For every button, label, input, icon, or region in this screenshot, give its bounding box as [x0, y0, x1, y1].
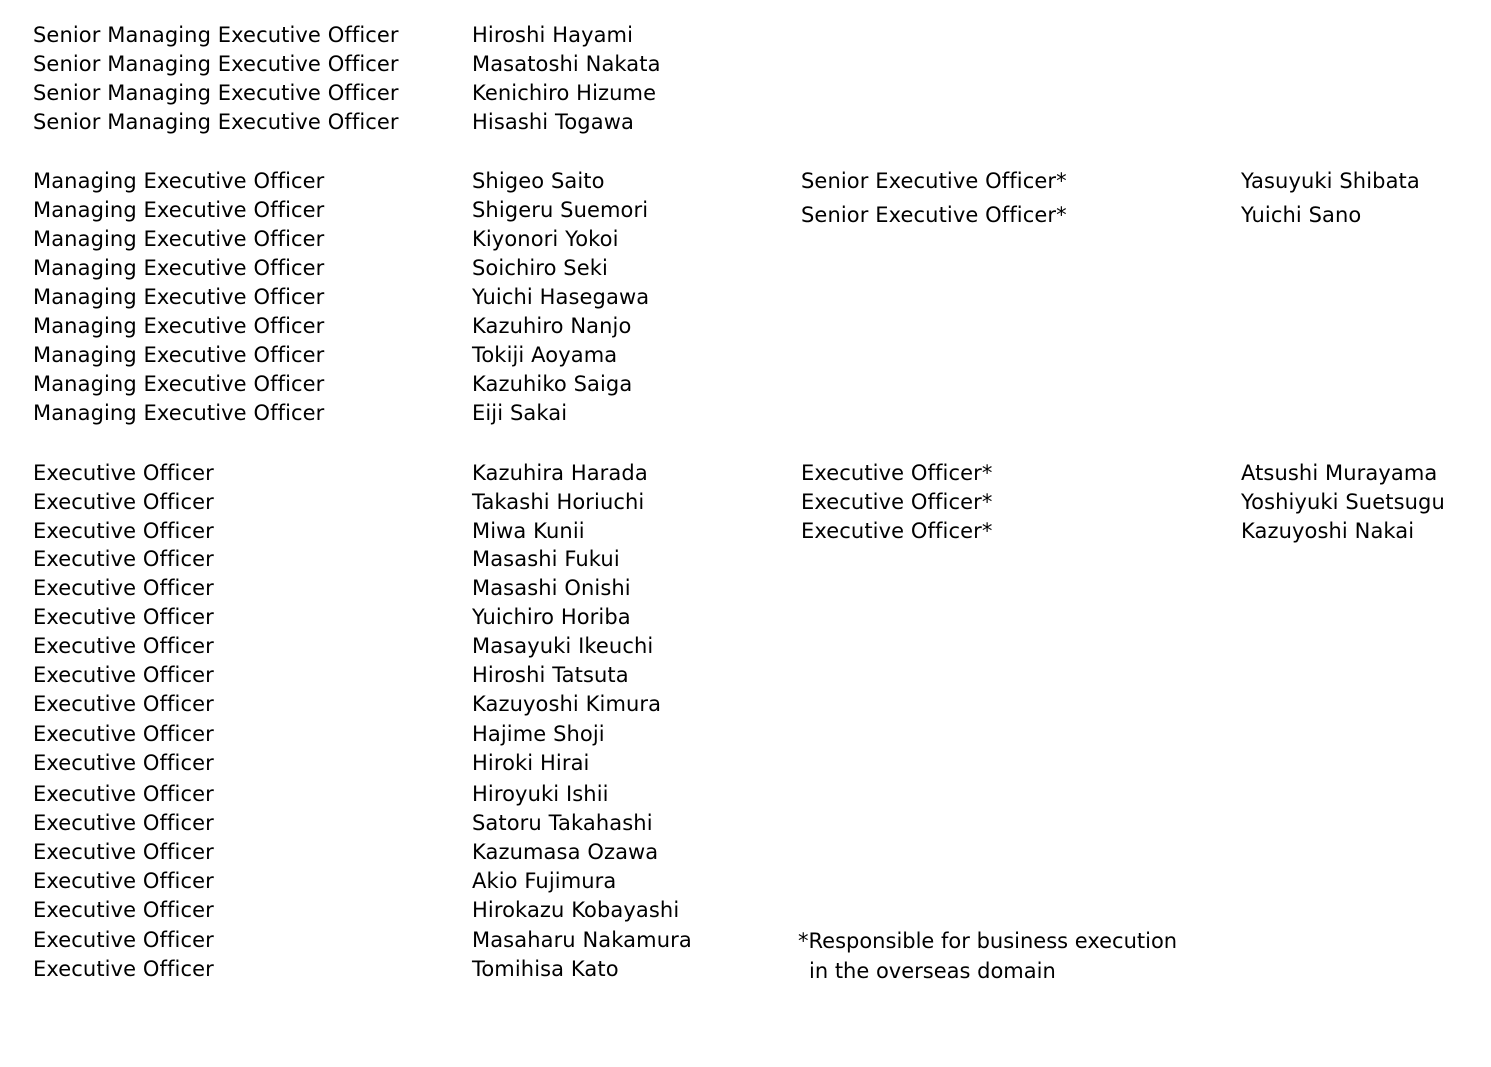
overseas-officer-title: Executive Officer*	[801, 490, 993, 514]
officer-name: Kazumasa Ozawa	[472, 840, 659, 864]
officer-name: Hisashi Togawa	[472, 110, 634, 134]
officer-name: Yuichi Hasegawa	[472, 285, 650, 309]
officer-title: Executive Officer	[33, 692, 214, 716]
overseas-footnote	[798, 926, 1177, 986]
officer-title: Managing Executive Officer	[33, 256, 325, 280]
officer-name: Akio Fujimura	[472, 869, 617, 893]
officer-name: Kazuyoshi Kimura	[472, 692, 662, 716]
officer-title: Managing Executive Officer	[33, 227, 325, 251]
officer-title: Executive Officer	[33, 576, 214, 600]
overseas-officer-name: Yuichi Sano	[1241, 203, 1362, 227]
officer-title: Executive Officer	[33, 840, 214, 864]
officer-name: Hiroki Hirai	[472, 751, 590, 775]
officer-title: Executive Officer	[33, 547, 214, 571]
officer-title: Executive Officer	[33, 663, 214, 687]
officer-name: Soichiro Seki	[472, 256, 608, 280]
officer-name: Masashi Fukui	[472, 547, 620, 571]
officer-name: Masayuki Ikeuchi	[472, 634, 654, 658]
officer-title: Senior Managing Executive Officer	[33, 52, 399, 76]
officer-name: Hiroyuki Ishii	[472, 782, 609, 806]
officer-name: Shigeru Suemori	[472, 198, 649, 222]
officer-name: Tomihisa Kato	[472, 957, 619, 981]
officer-title: Executive Officer	[33, 898, 214, 922]
officer-title: Executive Officer	[33, 751, 214, 775]
footnote-line-2: in the overseas domain	[809, 959, 1056, 983]
officer-name: Takashi Horiuchi	[472, 490, 645, 514]
officer-name: Masashi Onishi	[472, 576, 631, 600]
officer-name: Kazuhiro Nanjo	[472, 314, 632, 338]
officer-name: Hirokazu Kobayashi	[472, 898, 680, 922]
officer-title: Executive Officer	[33, 869, 214, 893]
officer-title: Managing Executive Officer	[33, 169, 325, 193]
officer-name: Hajime Shoji	[472, 722, 605, 746]
officer-name: Kenichiro Hizume	[472, 81, 657, 105]
officer-title: Executive Officer	[33, 811, 214, 835]
officer-title: Managing Executive Officer	[33, 401, 325, 425]
overseas-officer-title: Executive Officer*	[801, 519, 993, 543]
officer-name: Masatoshi Nakata	[472, 52, 661, 76]
officer-title: Executive Officer	[33, 605, 214, 629]
officer-name: Kazuhiko Saiga	[472, 372, 633, 396]
officer-name: Kiyonori Yokoi	[472, 227, 619, 251]
footnote-line-1: *Responsible for business execution	[798, 929, 1178, 953]
officer-title: Executive Officer	[33, 957, 214, 981]
officer-name: Hiroshi Hayami	[472, 23, 634, 47]
officer-title: Executive Officer	[33, 928, 214, 952]
officer-name: Hiroshi Tatsuta	[472, 663, 629, 687]
officer-name: Masaharu Nakamura	[472, 928, 692, 952]
officer-name: Shigeo Saito	[472, 169, 605, 193]
officer-name: Tokiji Aoyama	[472, 343, 618, 367]
officer-title: Executive Officer	[33, 722, 214, 746]
officer-title: Senior Managing Executive Officer	[33, 110, 399, 134]
officer-name: Yuichiro Horiba	[472, 605, 631, 629]
officer-title: Senior Managing Executive Officer	[33, 23, 399, 47]
overseas-officer-title: Executive Officer*	[801, 461, 993, 485]
officer-name: Eiji Sakai	[472, 401, 568, 425]
officer-title: Managing Executive Officer	[33, 343, 325, 367]
officer-title: Executive Officer	[33, 461, 214, 485]
officer-name: Kazuhira Harada	[472, 461, 648, 485]
officer-title: Managing Executive Officer	[33, 372, 325, 396]
officer-title: Managing Executive Officer	[33, 314, 325, 338]
officer-title: Executive Officer	[33, 634, 214, 658]
overseas-officer-name: Kazuyoshi Nakai	[1241, 519, 1415, 543]
overseas-officer-title: Senior Executive Officer*	[801, 203, 1067, 227]
officer-title: Managing Executive Officer	[33, 285, 325, 309]
overseas-officer-title: Senior Executive Officer*	[801, 169, 1067, 193]
overseas-officer-name: Yasuyuki Shibata	[1241, 169, 1420, 193]
officer-name: Satoru Takahashi	[472, 811, 653, 835]
officer-title: Senior Managing Executive Officer	[33, 81, 399, 105]
officer-name: Miwa Kunii	[472, 519, 585, 543]
officer-title: Executive Officer	[33, 490, 214, 514]
officer-title: Executive Officer	[33, 519, 214, 543]
overseas-officer-name: Atsushi Murayama	[1241, 461, 1438, 485]
overseas-officer-name: Yoshiyuki Suetsugu	[1241, 490, 1445, 514]
officer-title: Executive Officer	[33, 782, 214, 806]
officer-title: Managing Executive Officer	[33, 198, 325, 222]
